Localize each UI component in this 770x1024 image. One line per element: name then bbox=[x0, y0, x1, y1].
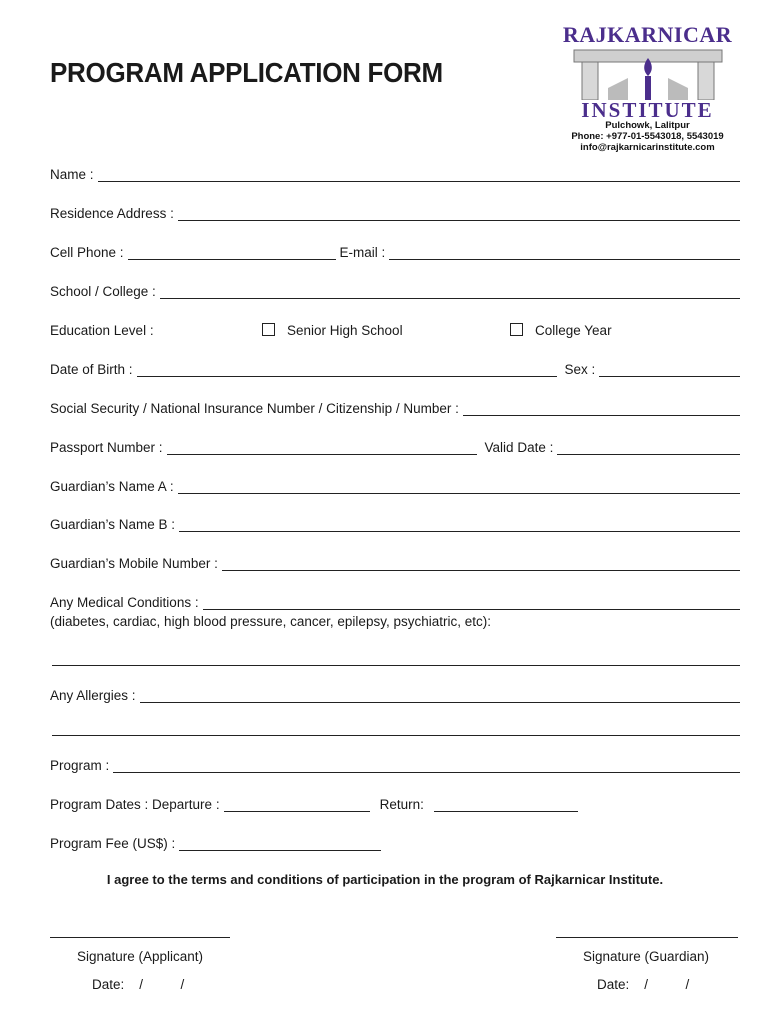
passport-row bbox=[50, 435, 740, 455]
logo-phone: Phone: +977-01-5543018, 5543019 bbox=[571, 131, 724, 142]
dob-field[interactable] bbox=[137, 362, 557, 377]
school-field[interactable] bbox=[160, 284, 740, 299]
school-label: School / College : bbox=[50, 284, 156, 299]
guardian-signature-field[interactable] bbox=[556, 936, 738, 938]
guardian-a-row bbox=[50, 474, 740, 494]
program-field[interactable] bbox=[113, 758, 740, 773]
passport-field[interactable] bbox=[167, 440, 477, 455]
ssn-field[interactable] bbox=[463, 401, 740, 416]
medical-note: (diabetes, cardiac, high blood pressure, cancer, epilepsy, psychiatric, etc): bbox=[50, 614, 491, 629]
residence-label: Residence Address : bbox=[50, 206, 174, 221]
residence-row bbox=[50, 201, 740, 221]
allergies-extra-field[interactable] bbox=[52, 721, 740, 736]
guardian-a-field[interactable] bbox=[178, 479, 740, 494]
guardian-date bbox=[597, 977, 689, 992]
torch-emblem-icon bbox=[568, 48, 728, 100]
applicant-date bbox=[92, 977, 184, 992]
education-row bbox=[50, 318, 740, 338]
college-year-option[interactable] bbox=[510, 323, 612, 338]
passport-label: Passport Number : bbox=[50, 440, 163, 455]
logo-subtitle: INSTITUTE bbox=[581, 98, 714, 122]
form-title: PROGRAM APPLICATION FORM bbox=[50, 56, 443, 89]
guardian-mobile-field[interactable] bbox=[222, 556, 740, 571]
dob-row bbox=[50, 357, 740, 377]
allergies-row bbox=[50, 683, 740, 703]
institute-logo bbox=[560, 22, 735, 152]
medical-extra-row bbox=[52, 646, 740, 666]
return-label: Return: bbox=[379, 797, 424, 812]
name-field[interactable] bbox=[98, 167, 740, 182]
applicant-date-field[interactable]: / / bbox=[139, 977, 185, 992]
guardian-mobile-label: Guardian’s Mobile Number : bbox=[50, 556, 218, 571]
allergies-label: Any Allergies : bbox=[50, 688, 136, 703]
applicant-date-label: Date: bbox=[92, 977, 125, 992]
senior-high-option[interactable] bbox=[262, 323, 510, 338]
college-year-label: College Year bbox=[535, 323, 612, 338]
program-fee-label: Program Fee (US$) : bbox=[50, 836, 176, 851]
email-label: E-mail : bbox=[339, 245, 386, 260]
sex-field[interactable] bbox=[599, 362, 740, 377]
applicant-signature-label: Signature (Applicant) bbox=[76, 949, 204, 964]
valid-date-label: Valid Date : bbox=[484, 440, 554, 455]
cell-phone-field[interactable] bbox=[128, 245, 336, 260]
residence-field[interactable] bbox=[178, 206, 740, 221]
applicant-signature-field[interactable] bbox=[50, 936, 230, 938]
guardian-a-label: Guardian’s Name A : bbox=[50, 479, 174, 494]
education-label: Education Level : bbox=[50, 323, 154, 338]
dob-label: Date of Birth : bbox=[50, 362, 133, 377]
program-fee-field[interactable] bbox=[179, 836, 381, 851]
contact-row bbox=[50, 240, 740, 260]
allergies-field[interactable] bbox=[140, 688, 740, 703]
school-row bbox=[50, 279, 740, 299]
senior-high-label: Senior High School bbox=[287, 323, 403, 338]
cell-phone-label: Cell Phone : bbox=[50, 245, 124, 260]
return-field[interactable] bbox=[434, 797, 578, 812]
program-fee-row bbox=[50, 831, 740, 851]
guardian-date-field[interactable]: / / bbox=[644, 977, 690, 992]
guardian-date-label: Date: bbox=[597, 977, 630, 992]
email-field[interactable] bbox=[389, 245, 740, 260]
sex-label: Sex : bbox=[564, 362, 596, 377]
departure-field[interactable] bbox=[224, 797, 370, 812]
guardian-b-label: Guardian’s Name B : bbox=[50, 517, 176, 532]
college-year-checkbox[interactable] bbox=[510, 323, 523, 336]
name-label: Name : bbox=[50, 167, 94, 182]
valid-date-field[interactable] bbox=[557, 440, 740, 455]
logo-name: RAJKARNICAR bbox=[562, 22, 733, 47]
agreement-statement: I agree to the terms and conditions of participation in the program of Rajkarnicar Institute. bbox=[106, 872, 664, 887]
logo-address: Pulchowk, Lalitpur bbox=[605, 120, 690, 131]
medical-label: Any Medical Conditions : bbox=[50, 595, 199, 610]
program-label: Program : bbox=[50, 758, 110, 773]
name-row bbox=[50, 162, 740, 182]
guardian-b-field[interactable] bbox=[179, 517, 740, 532]
program-dates-row bbox=[50, 792, 740, 812]
guardian-signature-label: Signature (Guardian) bbox=[582, 949, 710, 964]
departure-label: Program Dates : Departure : bbox=[50, 797, 220, 812]
ssn-row bbox=[50, 396, 740, 416]
guardian-b-row bbox=[50, 512, 740, 532]
allergies-extra-row bbox=[52, 716, 740, 736]
medical-row bbox=[50, 590, 740, 610]
medical-field[interactable] bbox=[203, 595, 740, 610]
medical-extra-field[interactable] bbox=[52, 651, 740, 666]
program-row bbox=[50, 753, 740, 773]
ssn-label: Social Security / National Insurance Number / Citizenship / Number : bbox=[50, 401, 459, 416]
logo-email: info@rajkarnicarinstitute.com bbox=[580, 142, 715, 153]
guardian-mobile-row bbox=[50, 551, 740, 571]
senior-high-checkbox[interactable] bbox=[262, 323, 275, 336]
